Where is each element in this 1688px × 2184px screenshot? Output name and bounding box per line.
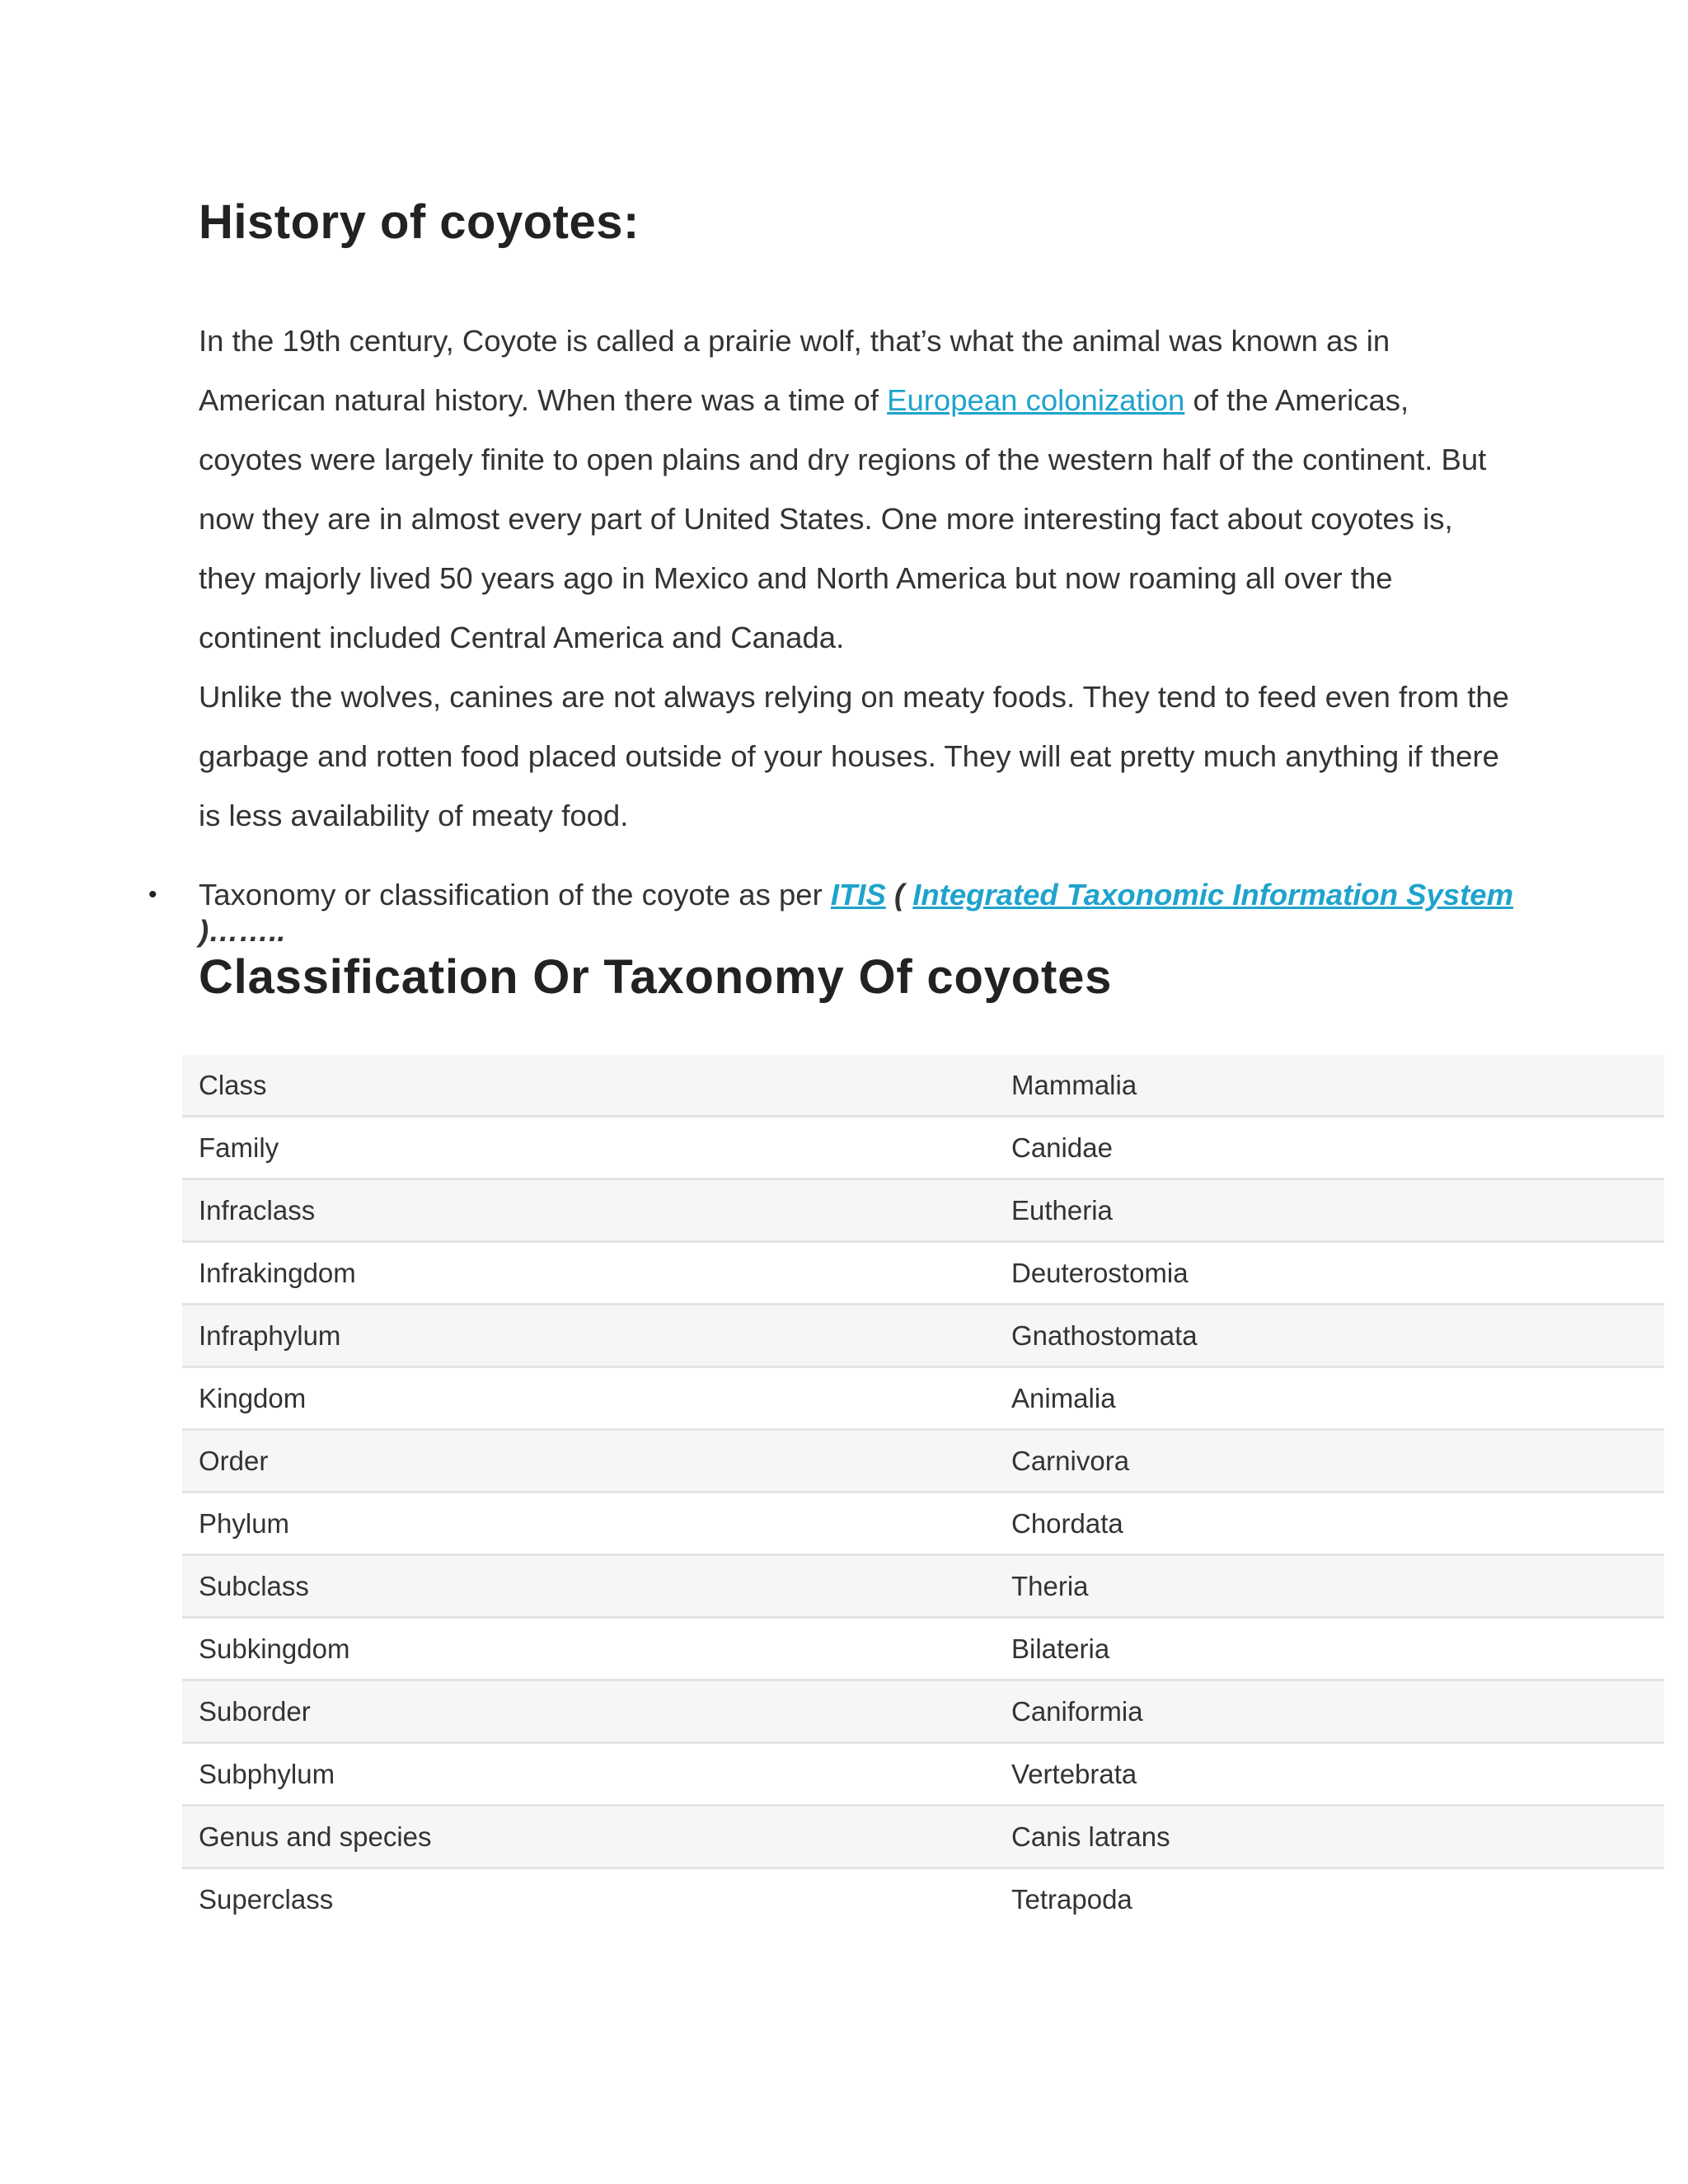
value-cell: Tetrapoda: [1011, 1884, 1132, 1915]
value-cell: Deuterostomia: [1011, 1258, 1189, 1288]
value-cell: Carnivora: [1011, 1446, 1130, 1476]
rank-cell: Class: [199, 1070, 267, 1100]
bullet-text-before: Taxonomy or classification of the coyote as per: [199, 878, 831, 912]
table-row: [182, 1180, 1664, 1243]
itis-link[interactable]: ITIS: [830, 878, 886, 912]
rank-cell: Phylum: [199, 1508, 290, 1539]
bullet-text: [199, 877, 1550, 949]
history-text-before-link: In the 19th century, Coyote is called a prairie wolf, that’s what the animal was known as in American natural history. When there was a time of: [199, 324, 1390, 417]
table-row: [182, 1243, 1664, 1305]
bullet-tail: )……..: [199, 914, 286, 948]
rank-cell: Genus and species: [199, 1821, 432, 1852]
bullet-marker: •: [148, 881, 157, 908]
rank-cell: Suborder: [199, 1696, 311, 1727]
rank-cell: Infraphylum: [199, 1320, 341, 1351]
table-row: [182, 1556, 1664, 1619]
value-cell: Canis latrans: [1011, 1821, 1170, 1852]
taxonomy-heading: Classification Or Taxonomy Of coyotes: [199, 950, 1113, 1004]
table-row: [182, 1118, 1664, 1180]
taxonomy-table: [182, 1055, 1664, 1929]
value-cell: Bilateria: [1011, 1633, 1110, 1664]
table-row: [182, 1305, 1664, 1368]
history-paragraph: [199, 312, 1517, 668]
rank-cell: Order: [199, 1446, 269, 1476]
rank-cell: Superclass: [199, 1884, 334, 1915]
rank-cell: Infraclass: [199, 1195, 316, 1226]
rank-cell: Infrakingdom: [199, 1258, 356, 1288]
table-row: [182, 1493, 1664, 1556]
rank-cell: Family: [199, 1132, 279, 1163]
value-cell: Mammalia: [1011, 1070, 1137, 1100]
rank-cell: Subclass: [199, 1571, 309, 1601]
value-cell: Eutheria: [1011, 1195, 1113, 1226]
rank-cell: Subphylum: [199, 1759, 335, 1789]
european-colonization-link[interactable]: European colonization: [887, 383, 1185, 417]
history-text-after-link: of the Americas, coyotes were largely finite to open plains and dry regions of the western half of the continent. But now they are in almost every part of United States. One more interesting fact about coyotes is, they majorly lived 50 years ago in Mexico and North America but now roaming all over the continent included Central America and Canada.: [199, 383, 1487, 654]
value-cell: Caniformia: [1011, 1696, 1143, 1727]
table-row: [182, 1619, 1664, 1681]
value-cell: Vertebrata: [1011, 1759, 1137, 1789]
value-cell: Theria: [1011, 1571, 1089, 1601]
table-row: [182, 1368, 1664, 1431]
table-row: [182, 1431, 1664, 1493]
rank-cell: Subkingdom: [199, 1633, 350, 1664]
value-cell: Gnathostomata: [1011, 1320, 1198, 1351]
table-row: [182, 1681, 1664, 1744]
table-row: [182, 1807, 1664, 1869]
table-row: [182, 1744, 1664, 1807]
value-cell: Chordata: [1011, 1508, 1123, 1539]
table-row: [182, 1869, 1664, 1929]
integrated-taxonomic-information-system-link[interactable]: Integrated Taxonomic Information System: [912, 878, 1514, 912]
table-row: [182, 1055, 1664, 1118]
value-cell: Canidae: [1011, 1132, 1113, 1163]
rank-cell: Kingdom: [199, 1383, 307, 1413]
bullet-paren-open: (: [885, 878, 913, 912]
page-title: History of coyotes:: [199, 195, 640, 249]
value-cell: Animalia: [1011, 1383, 1116, 1413]
diet-paragraph: Unlike the wolves, canines are not always relying on meaty foods. They tend to feed even from the garbage and rotten food placed outside of your houses. They will eat pretty much anything if there is less availability of meaty food.: [199, 680, 1509, 832]
